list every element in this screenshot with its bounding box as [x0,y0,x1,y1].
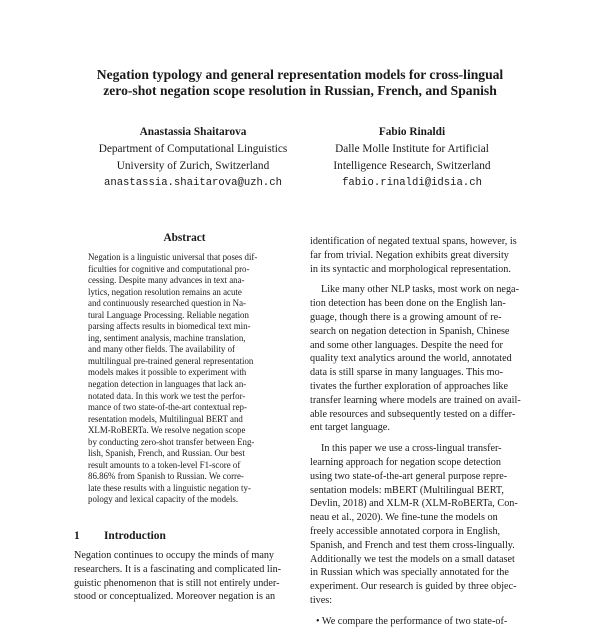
abstract-line: resentation models, Multilingual BERT and [88,413,243,424]
paragraph-gap [310,435,532,442]
paragraph-line: Spanish, and French and test them cross-lingually. [310,539,515,551]
section-number: 1 [74,530,80,542]
abstract-line: pology and lexical capacity of the models. [88,494,239,505]
abstract-line: parsing affects results in biomedical text min- [88,321,251,332]
author-email[interactable]: anastassia.shaitarova@uzh.ch [103,177,282,189]
abstract-line: lish, Spanish, French, and Russian. Our best [88,448,245,459]
paragraph-line: in Russian which was specially annotated for the [310,567,509,579]
abstract-line: lytics, negation resolution remains an acute [88,286,242,297]
paragraph-line: able resources and subsequently tested on a differ- [310,408,516,420]
paragraph-line: tivates the further exploration of approaches like [310,380,509,392]
abstract-section [88,231,281,506]
author-affiliation: Dalle Molle Institute for Artificial [335,143,489,155]
intro-line: guistic phenomenon that is still not entirely under- [74,577,280,589]
abstract-line: mance of two state-of-the-art contextual rep- [88,402,247,413]
paragraph-gap [310,276,532,283]
author-block-1 [88,124,298,192]
paragraph-gap [310,608,532,615]
abstract-line: result amounts to a token-level F1-score of [88,459,241,470]
paragraph-line: sentation models: mBERT (Multilingual BERT, [310,484,504,496]
intro-line: Negation continues to occupy the minds of many [74,550,275,561]
introduction-heading [74,529,166,543]
paragraph-line: learning approach for negation scope detection [310,456,501,468]
abstract-line: ing, sentiment analysis, machine translation, [88,332,246,343]
introduction-body [74,549,296,604]
author-block-2 [306,124,518,192]
paragraph-line: using two state-of-the-art general purpose repre- [310,470,508,482]
paragraph-line: in its syntactic and morphological representation. [310,263,511,275]
intro-line: researchers. It is a fascinating and complicated lin- [74,563,282,575]
author-name: Anastassia Shaitarova [139,126,247,138]
abstract-body [88,252,281,506]
paragraph-line: experiment. Our research is guided by three objec- [310,581,517,593]
intro-line: stood or conceptualized. Moreover negation is an [74,591,276,603]
section-title-text: Introduction [104,530,166,542]
paragraph-line: Like many other NLP tasks, most work on nega- [321,284,519,296]
paragraph-line: tives: [310,594,333,606]
abstract-line: Negation is a linguistic universal that poses dif- [88,252,258,262]
paragraph-line: tion detection has been done on the English lan- [310,298,506,310]
author-affiliation: Department of Computational Linguistics [98,143,288,155]
paragraph-line: data is still sparse in many languages. This mo- [310,367,504,379]
title-line-2: zero-shot negation scope resolution in Russian, French, and Spanish [103,83,497,98]
abstract-line: ficulties for cognitive and computational pro- [88,263,250,274]
paragraph-line: quality text analytics around the world, annotated [310,353,512,365]
right-column-body [310,235,532,629]
paragraph-line: ent target language. [310,422,390,434]
paragraph-line: search on negation detection in Spanish, Chinese [310,325,510,337]
author-name: Fabio Rinaldi [378,126,446,138]
paragraph-line: Additionally we test the models on a small dataset [310,553,515,565]
paragraph-line: transfer learning where models are trained on avail- [310,394,521,406]
abstract-line: and continuously researched question in Na- [88,298,246,309]
paragraph-line: far from trivial. Negation exhibits great diversity [310,249,509,261]
abstract-line: by conducting zero-shot transfer between Eng- [88,436,255,447]
abstract-line: negation detection in languages that lack an- [88,379,247,390]
author-affiliation: Intelligence Research, Switzerland [333,160,491,172]
paragraph-line: freely accessible annotated corpora in English, [310,525,501,537]
abstract-line: XLM-RoBERTa. We resolve negation scope [88,425,246,436]
title-line-1: Negation typology and general representation models for cross-lingual [96,67,504,82]
paragraph-line: neau et al., 2020). We fine-tune the models on [310,512,498,524]
abstract-line: and many other fields. The availability of [88,344,235,355]
abstract-line: tural Language Processing. Reliable negation [88,309,249,320]
abstract-line: notated data. In this work we test the perfor- [88,390,246,401]
abstract-line: models makes it possible to experiment with [88,367,247,378]
abstract-line: 86.86% from Spanish to Russian. We corre- [88,471,244,482]
paragraph-line: In this paper we use a cross-lingual transfer- [321,443,502,455]
bullet-item: • We compare the performance of two state-of- [316,615,508,627]
paragraph-line: and some other languages. Despite the need for [310,339,503,351]
abstract-heading: Abstract [163,232,206,244]
paragraph-line: identification of negated textual spans, however, is [310,236,517,247]
author-affiliation: University of Zurich, Switzerland [116,160,270,172]
abstract-line: late these results with a linguistic negation ty- [88,482,251,493]
paper-title [40,67,560,99]
abstract-line: cessing. Despite many advances in text ana- [88,275,245,286]
paragraph-line: Devlin, 2018) and XLM-R (XLM-RoBERTa, Con- [310,498,518,510]
author-email[interactable]: fabio.rinaldi@idsia.ch [342,177,482,189]
abstract-line: multilingual pre-trained general representation [88,355,254,366]
paragraph-line: guage, though there is a growing amount of re- [310,311,502,323]
